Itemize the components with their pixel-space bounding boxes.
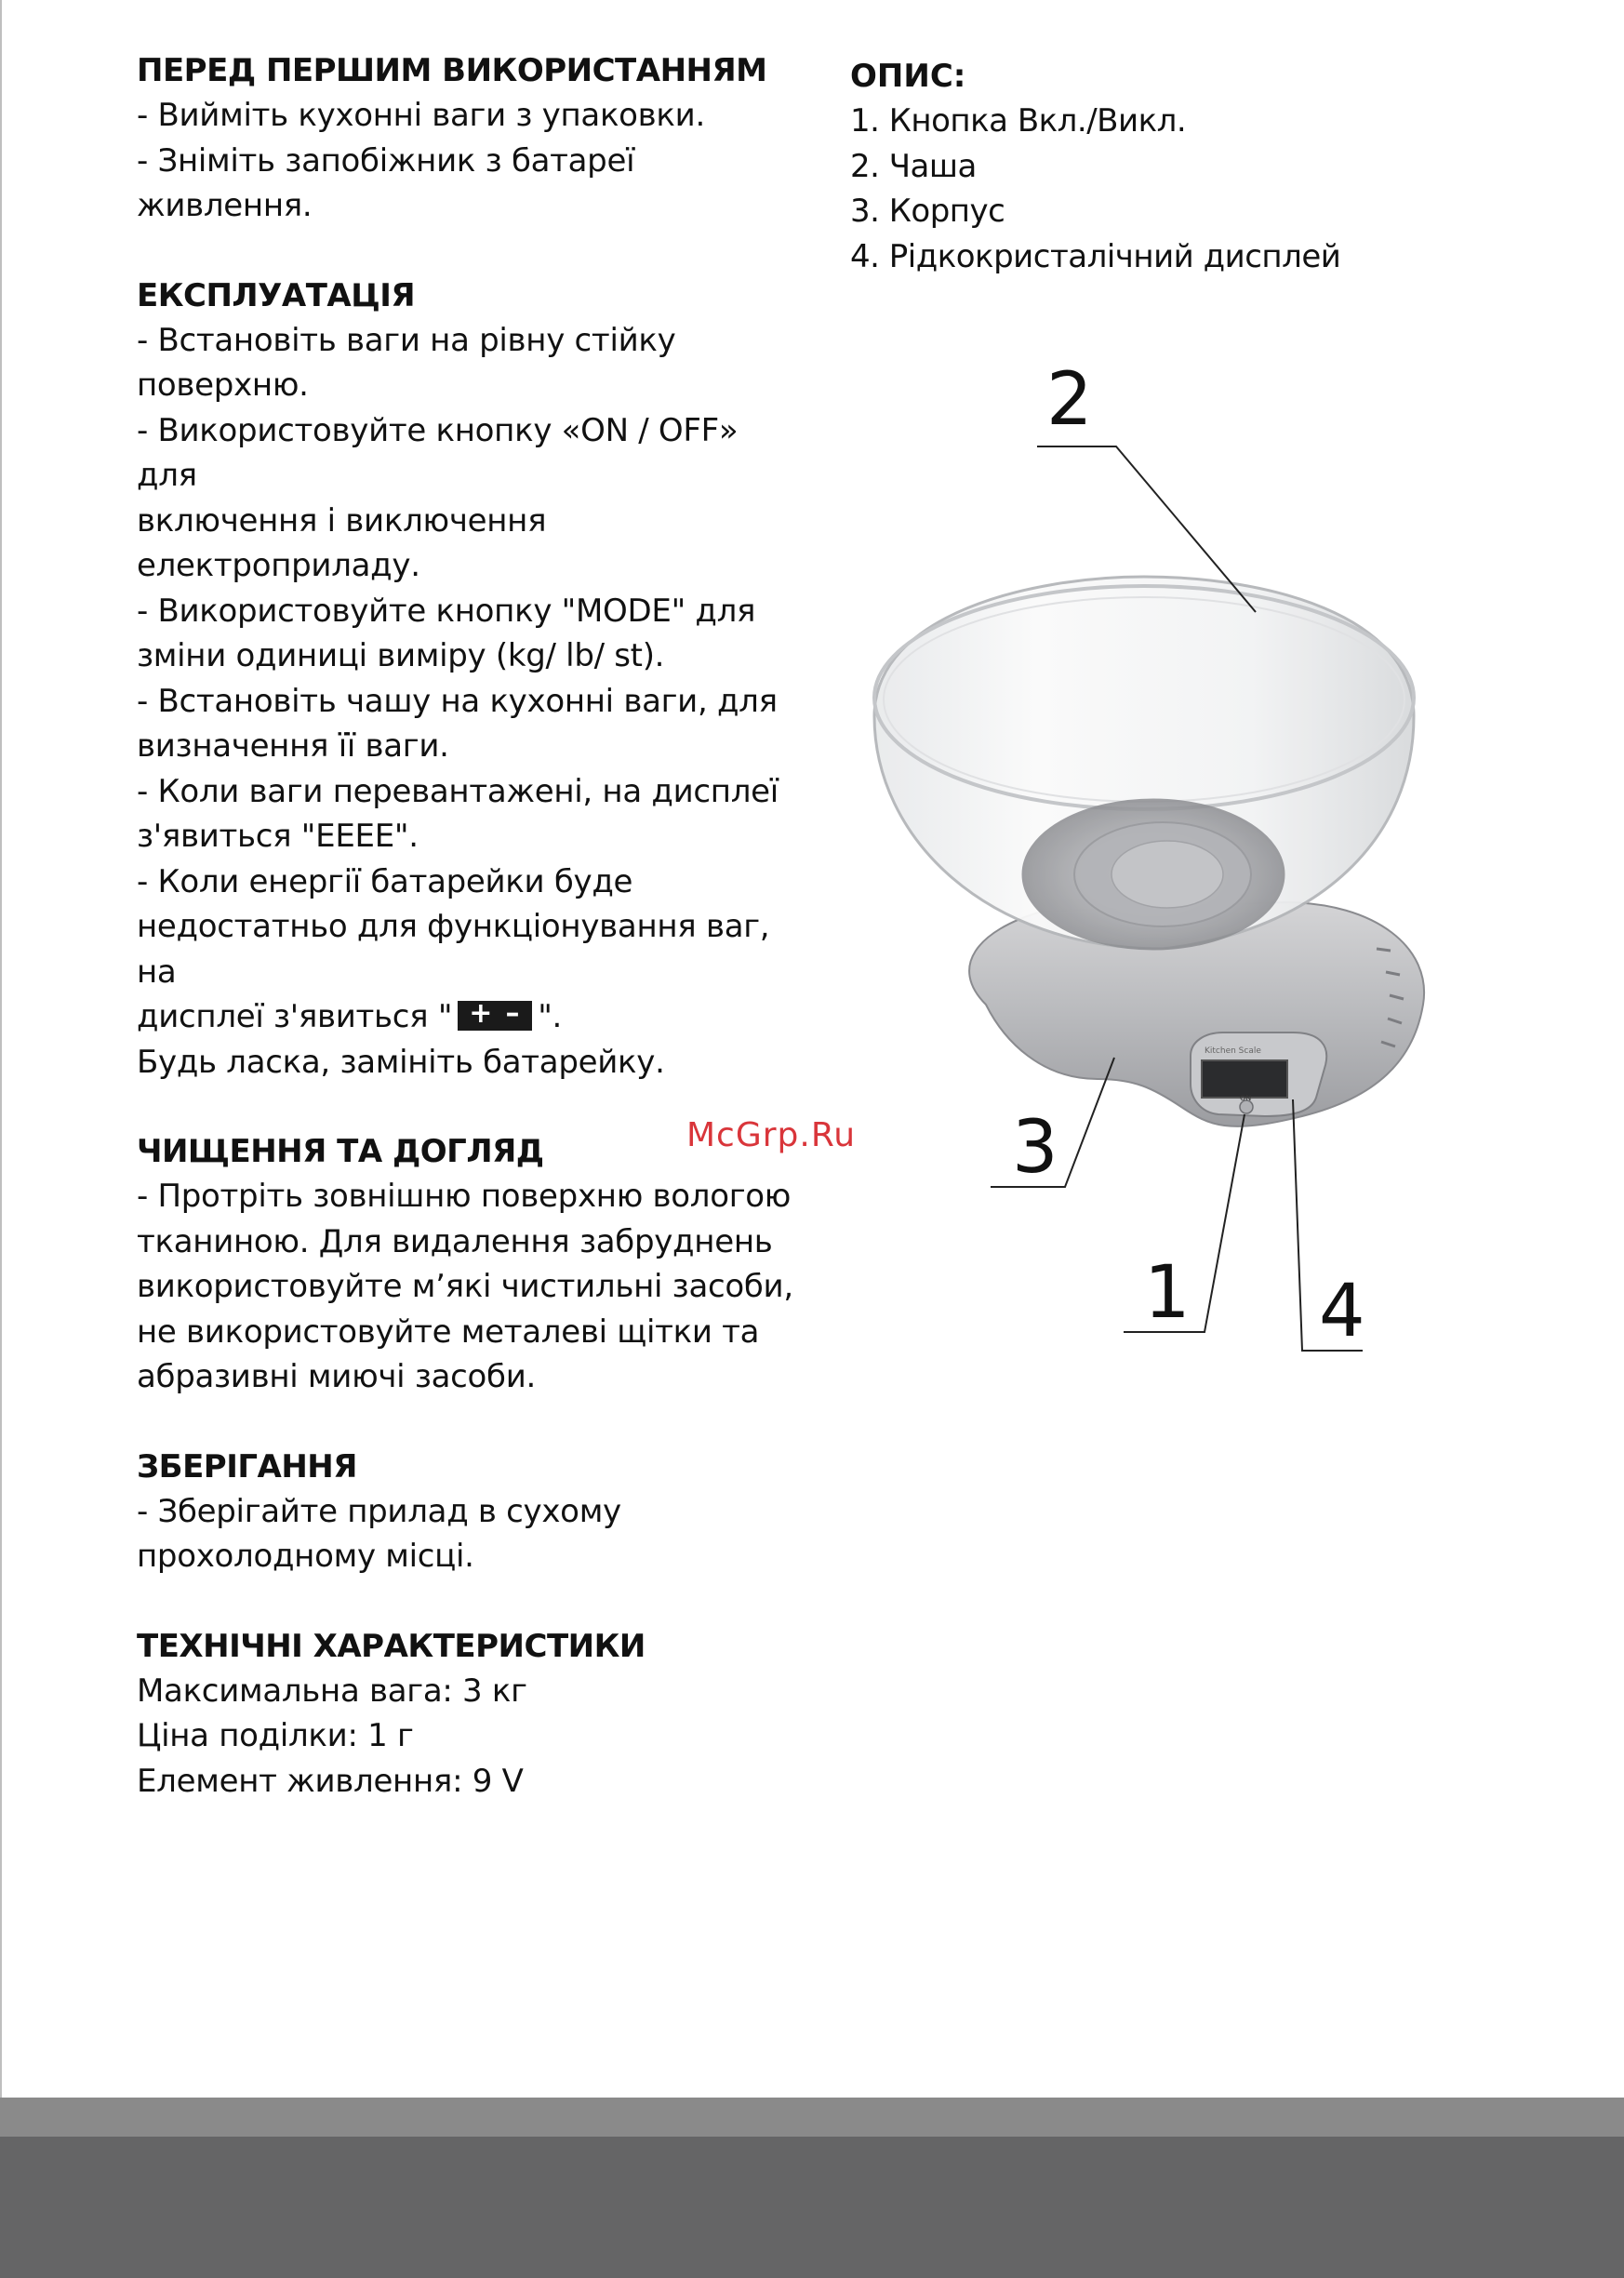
- text-line: - Зніміть запобіжник з батареї живлення.: [137, 141, 635, 224]
- kitchen-scale-figure: [856, 353, 1432, 1358]
- text-line: включення і виключення: [137, 501, 547, 540]
- text-line: електроприладу.: [137, 547, 420, 584]
- kitchen-scale-illustration: [856, 353, 1432, 1358]
- callout-number-2: 2: [1046, 358, 1093, 442]
- parts-list-item: 1. Кнопка Вкл./Викл.: [850, 102, 1187, 140]
- footer-band-light: [0, 2098, 1624, 2137]
- on-off-button: [1240, 1100, 1253, 1113]
- battery-warning-line: [137, 994, 806, 1040]
- text-fragment: дисплеї з'явиться ": [137, 998, 453, 1035]
- watermark: McGrp.Ru: [686, 1116, 857, 1154]
- text-line: - Використовуйте кнопку "MODE" для: [137, 592, 756, 630]
- button-label: ON: [1240, 1094, 1252, 1102]
- text-line: недостатньо для функціонування ваг, на: [137, 908, 770, 991]
- section-before-first-use: [137, 48, 806, 229]
- instructions-column: [137, 48, 806, 1848]
- text-line: тканиною. Для видалення забруднень: [137, 1222, 773, 1260]
- text-line: абразивні миючі засоби.: [137, 1358, 537, 1395]
- section-heading: ПЕРЕД ПЕРШИМ ВИКОРИСТАННЯМ: [137, 52, 767, 89]
- text-line: - Встановіть ваги на рівну стійку: [137, 321, 676, 359]
- text-line: - Використовуйте кнопку «ON / OFF» для: [137, 411, 739, 494]
- battery-low-icon: [458, 997, 532, 1031]
- section-cleaning: [137, 1129, 806, 1400]
- text-line: - Коли ваги перевантажені, на дисплеї: [137, 772, 779, 810]
- battery-plus-sign: +: [469, 997, 493, 1030]
- text-fragment: ".: [538, 998, 563, 1035]
- callout-number-4: 4: [1319, 1270, 1365, 1353]
- text-line: використовуйте м’які чистильні засоби,: [137, 1268, 793, 1305]
- callout-number-3: 3: [1012, 1106, 1058, 1190]
- parts-list: [850, 99, 1427, 279]
- text-line: з'явиться "EEEE".: [137, 818, 419, 855]
- text-line: - Протріть зовнішню поверхню вологою: [137, 1178, 792, 1215]
- text-line: - Встановіть чашу на кухонні ваги, для: [137, 682, 778, 720]
- text-line: визначення її ваги.: [137, 727, 449, 765]
- lcd-display: [1202, 1060, 1287, 1098]
- text-line: не використовуйте металеві щітки та: [137, 1312, 760, 1351]
- text-line: - Зберігайте прилад в сухому: [137, 1492, 621, 1530]
- callout-number-1: 1: [1144, 1251, 1191, 1335]
- text-line: поверхню.: [137, 366, 309, 404]
- parts-list-item: 2. Чаша: [850, 147, 977, 185]
- page-edge: [0, 0, 2, 2098]
- section-heading: ТЕХНІЧНІ ХАРАКТЕРИСТИКИ: [137, 1627, 646, 1665]
- bowl-base-center: [1112, 841, 1223, 908]
- section-storage: [137, 1445, 806, 1579]
- text-line: прохолодному місці.: [137, 1538, 474, 1575]
- description-heading: ОПИС:: [850, 58, 966, 95]
- parts-list-item: 3. Корпус: [850, 193, 1005, 230]
- footer-band-dark: [0, 2137, 1624, 2278]
- section-heading: ЗБЕРІГАННЯ: [137, 1447, 357, 1485]
- parts-list-item: 4. Рідкокристалічний дисплей: [850, 237, 1341, 275]
- section-operation: [137, 273, 806, 1086]
- spec-line: Максимальна вага: 3 кг: [137, 1672, 527, 1710]
- text-line: зміни одиниці виміру (kg/ lb/ st).: [137, 637, 665, 674]
- section-heading: ЧИЩЕННЯ ТА ДОГЛЯД: [137, 1133, 544, 1170]
- section-specs: [137, 1624, 806, 1805]
- text-line: Будь ласка, замініть батарейку.: [137, 1043, 665, 1081]
- battery-minus-sign: –: [505, 997, 520, 1030]
- display-brand-text: Kitchen Scale: [1205, 1046, 1261, 1056]
- spec-line: Ціна поділки: 1 г: [137, 1717, 414, 1754]
- text-line: - Коли енергії батарейки буде: [137, 862, 633, 900]
- description-column: [850, 54, 1427, 279]
- spec-line: Елемент живлення: 9 V: [137, 1762, 524, 1800]
- text-line: - Вийміть кухонні ваги з упаковки.: [137, 97, 705, 134]
- section-heading: ЕКСПЛУАТАЦІЯ: [137, 276, 416, 314]
